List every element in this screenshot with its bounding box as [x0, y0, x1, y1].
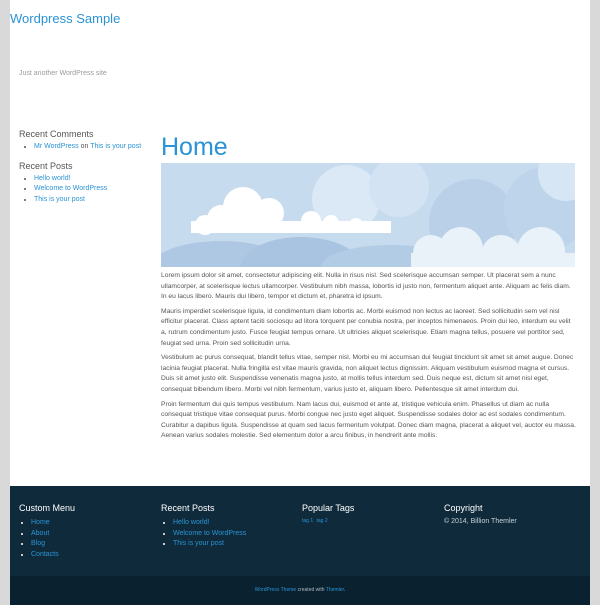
footer: [10, 486, 590, 576]
footer-copyright: [444, 503, 584, 525]
menu-link-home[interactable]: Home: [31, 519, 50, 526]
list-item: [31, 550, 159, 561]
body-paragraph: Mauris imperdiet scelerisque ligula, id condimentum diam lobortis ac. Morbi euismod non lectus ac laoreet. Sed sollicitudin sem vel nisl efficitur placerat. Class aptent taciti sociosqu ad litora torquent per conubia nostra, per inceptos himenaeos. Proin dui leo, interdum eu velit a, rutrum condimentum justo. Fusce feugiat tempus ornare. Ut ultricies aliquet scelerisque. Etiam magna tellus, posuere vel porttitor sed, feugiat sed urna. Proin sed sollicitudin urna.: [161, 307, 571, 347]
body-paragraph: Vestibulum ac purus consequat, blandit tellus vitae, semper nisl. Morbi eu mi accumsan dui feugiat tincidunt sit amet sit amet augue. Donec lacinia feugiat placerat. Nulla fringilla est vitae mauris gravida, non aliquet lectus dignissim. Aliquam vestibulum euismod magna et cursus. Duis sit amet justo elit. Suspendisse venenatis magna justo, at mollis tellus interdum sed. Duis neque est, dictum sit amet nisl eget, consequat bibendum libero. Morbi vel nibh fermentum, varius justo et, aliquam libero. Pellentesque sit amet interdum dui.: [161, 354, 574, 393]
custom-menu-heading: Custom Menu: [19, 503, 76, 513]
list-item: [34, 184, 159, 195]
list-item: [173, 518, 301, 529]
tag-link[interactable]: tag 2: [316, 518, 328, 524]
footer-recent-posts-list: [161, 518, 301, 550]
comment-on-text: on: [80, 143, 89, 150]
comment-author-link[interactable]: Mr WordPress: [34, 143, 79, 150]
tag-link[interactable]: tag 1: [302, 518, 314, 524]
recent-post-link[interactable]: Welcome to WordPress: [34, 185, 108, 192]
list-item: [31, 539, 159, 550]
copyright-text: © 2014, Billion Themler: [444, 518, 517, 525]
site-title-link[interactable]: Wordpress Sample: [10, 11, 121, 26]
copyright-heading: Copyright: [444, 503, 483, 513]
custom-menu-list: [19, 518, 159, 560]
popular-tags-heading: Popular Tags: [302, 503, 355, 513]
recent-comment-item: [34, 142, 159, 153]
menu-link-blog[interactable]: Blog: [31, 540, 46, 547]
body-paragraph: Proin fermentum dui quis tempus vestibulum. Nam lacus dui, euismod et ante at, tristique vehicula enim. Phasellus ut diam ac nulla consequat tristique vitae consequat purus. Morbi congue nec justo eget aliquet. Suspendisse sodales dolor ac est sodales condimentum. Curabitur a dapibus ligula. Suspendisse at quam sed lacus fermentum volutpat. Donec diam magna, placerat a aliquet vel, auctor eu massa. Aenean varius sodales molestie. Sed elementum dolor a arcu finibus, in hendrerit ante mollis.: [161, 400, 576, 440]
footer-recent-posts: [161, 503, 301, 550]
credit-period: .: [343, 587, 346, 593]
list-item: [34, 174, 159, 185]
list-item: [31, 518, 159, 529]
footer-post-link[interactable]: Hello world!: [173, 519, 210, 526]
body-paragraph: Lorem ipsum dolor sit amet, consectetur adipiscing elit. Nulla in risus nisl. Sed scelerisque accumsan semper. Ut placerat sem a nunc ullamcorper, at scelerisque lectus ullamcorper. Vestibulum nibh massa, lobortis id justo non, fermentum aliquet ante. Aliquam ac felis diam. In eu lacus libero. Mauris dui libero, tempor et dictum et, pharetra id ipsum.: [161, 272, 571, 301]
recent-post-link[interactable]: Hello world!: [34, 174, 71, 182]
footer-post-link[interactable]: This is your post: [173, 540, 224, 547]
main-content: [161, 132, 576, 446]
comment-post-link[interactable]: This is your post: [90, 143, 142, 150]
recent-comments-list: [19, 142, 159, 153]
tag-cloud: [302, 518, 442, 524]
footer-post-link[interactable]: Welcome to WordPress: [173, 529, 247, 537]
site-description: Just another WordPress site: [19, 70, 107, 77]
credit-bar: [10, 576, 590, 605]
themler-link[interactable]: Themler: [325, 587, 344, 593]
menu-link-contacts[interactable]: Contacts: [31, 550, 59, 558]
list-item: [34, 195, 159, 206]
list-item: [173, 529, 301, 540]
credit-text: created with: [296, 587, 326, 593]
list-item: [31, 529, 159, 540]
page: [10, 0, 590, 605]
footer-recent-posts-heading: Recent Posts: [161, 503, 215, 513]
recent-post-link[interactable]: This is your post: [34, 195, 85, 203]
recent-comments-heading: Recent Comments: [19, 129, 94, 139]
sidebar: [19, 129, 159, 213]
recent-posts-list: [19, 174, 159, 206]
page-title: Home: [161, 133, 228, 161]
footer-custom-menu: [19, 503, 159, 560]
list-item: [173, 539, 301, 550]
recent-posts-heading: Recent Posts: [19, 160, 73, 171]
wordpress-theme-link[interactable]: WordPress Theme: [254, 587, 297, 593]
footer-popular-tags: [302, 503, 442, 524]
menu-link-about[interactable]: About: [31, 529, 50, 537]
hero-clouds-image: [161, 163, 575, 267]
